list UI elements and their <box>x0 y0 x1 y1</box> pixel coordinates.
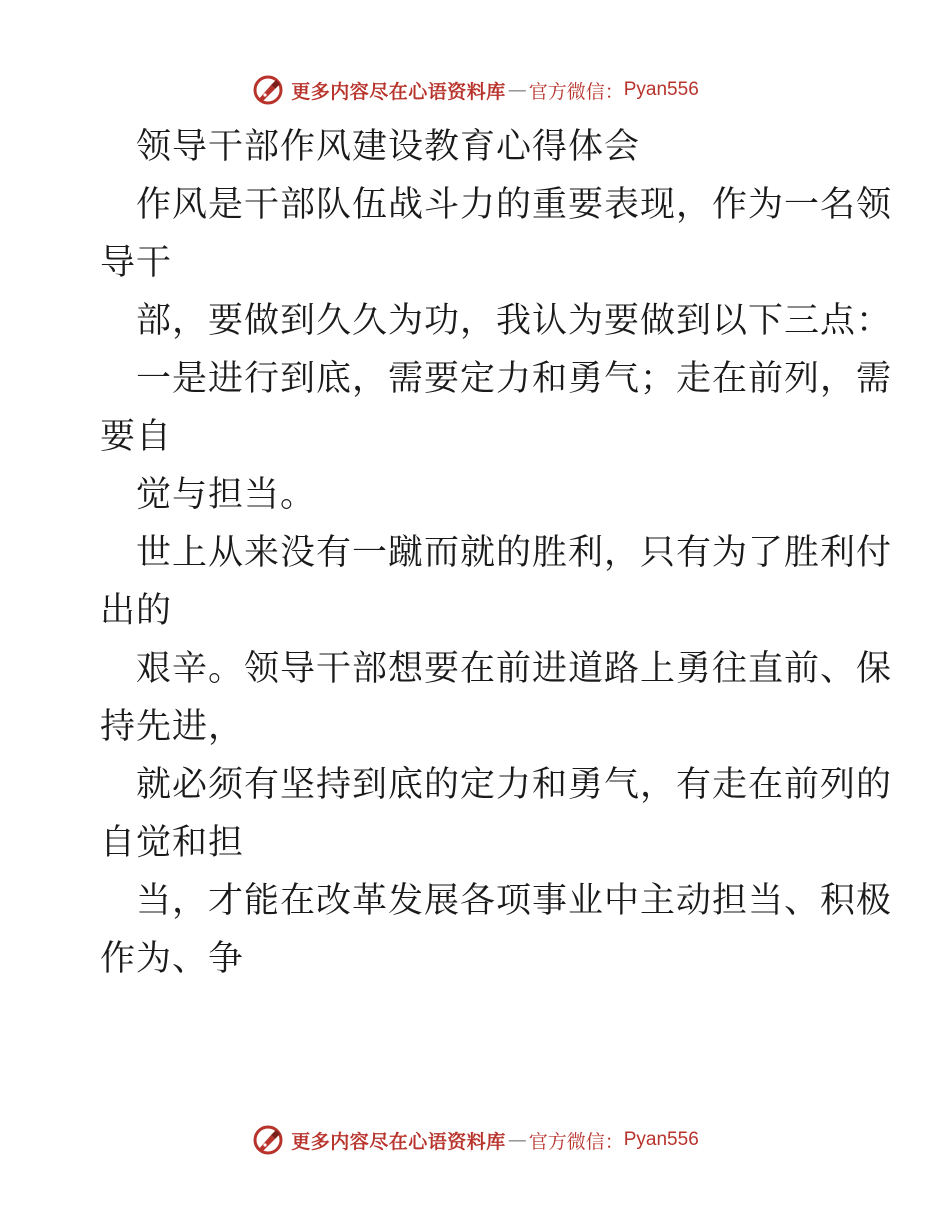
pen-nib-logo-icon <box>251 1123 285 1157</box>
text-line: 一是进行到底，需要定力和勇气；走在前列，需 <box>136 359 893 399</box>
text-line: 导干 <box>100 243 173 283</box>
text-line: 世上从来没有一蹴而就的胜利，只有为了胜利付 <box>136 533 893 573</box>
text-line: 当，才能在改革发展各项事业中主动担当、积极 <box>136 881 893 921</box>
document-body <box>100 118 893 988</box>
text-line: 持先进， <box>100 707 245 747</box>
pen-nib-logo-icon <box>251 73 285 107</box>
text-line: 作风是干部队伍战斗力的重要表现，作为一名领 <box>136 185 893 225</box>
text-line: 就必须有坚持到底的定力和勇气，有走在前列的 <box>136 765 893 805</box>
text-line: 作为、争 <box>100 939 245 979</box>
banner-title: 更多内容尽在心语资料库 <box>291 80 506 103</box>
text-line: 自觉和担 <box>100 823 245 863</box>
footer-banner <box>0 1120 950 1160</box>
banner-wechat-handle: Pyan556 <box>623 1129 699 1150</box>
text-line: 出的 <box>100 591 173 631</box>
text-line: 要自 <box>100 417 173 457</box>
banner-separator: — <box>507 1129 527 1151</box>
banner-contact-label: 官方微信： <box>528 1130 624 1153</box>
text-line: 觉与担当。 <box>136 475 317 515</box>
banner-separator: — <box>507 79 527 101</box>
banner-title: 更多内容尽在心语资料库 <box>291 1130 506 1153</box>
banner-contact-label: 官方微信： <box>528 80 624 103</box>
text-line: 部，要做到久久为功，我认为要做到以下三点： <box>136 301 893 341</box>
text-line: 艰辛。领导干部想要在前进道路上勇往直前、保 <box>136 649 893 689</box>
document-title: 领导干部作风建设教育心得体会 <box>136 127 641 167</box>
banner-wechat-handle: Pyan556 <box>623 79 699 100</box>
header-banner <box>0 70 950 110</box>
